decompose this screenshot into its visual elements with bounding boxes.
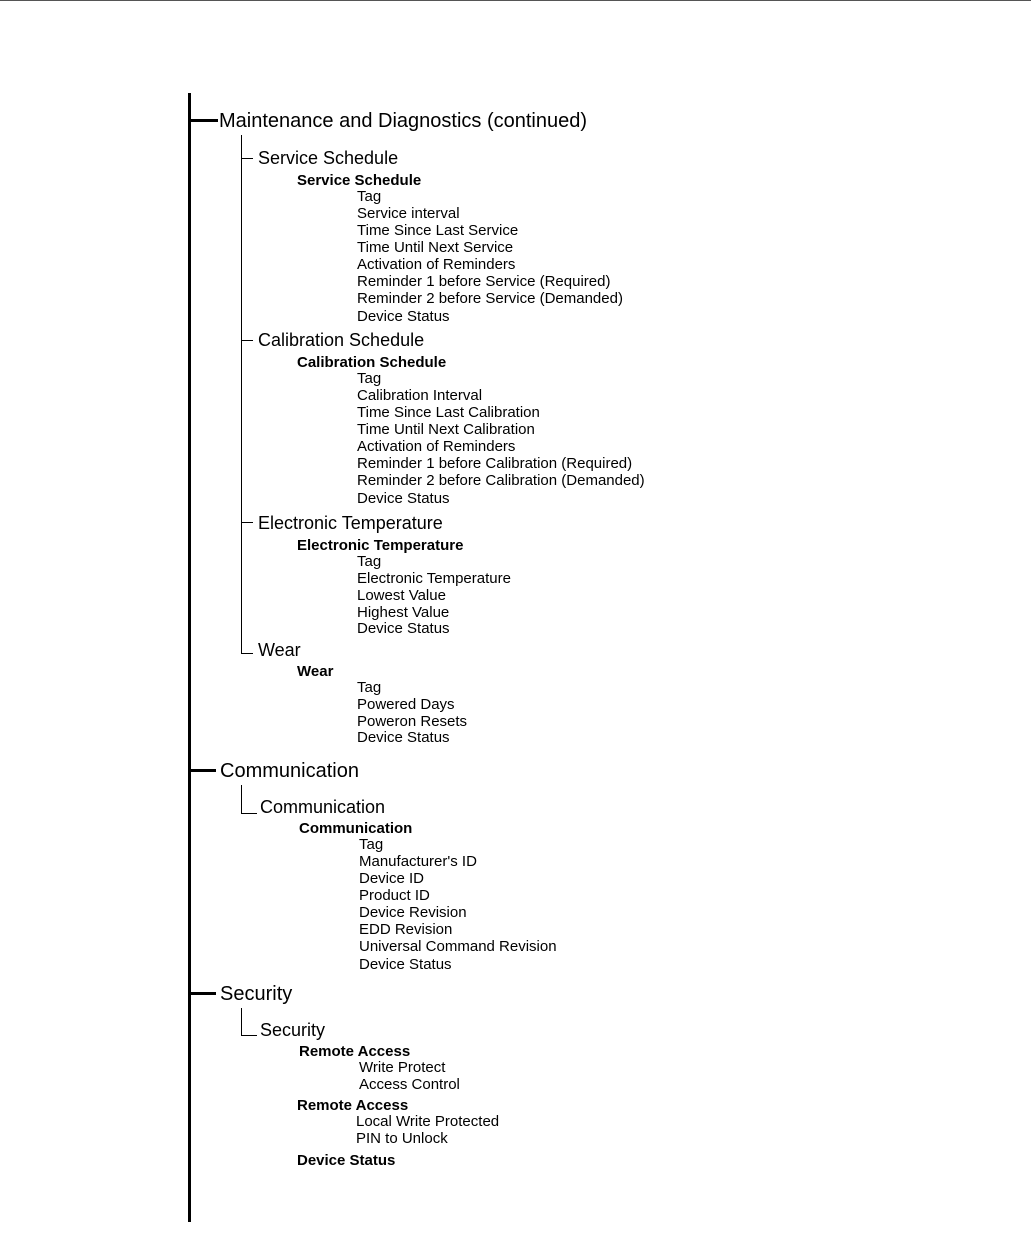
leaf-item: Universal Command Revision xyxy=(359,938,557,955)
leaf-item: Device Status xyxy=(359,956,452,973)
group-communication: Communication xyxy=(299,820,413,837)
leaf-item: Device Status xyxy=(357,620,450,637)
leaf-item: Tag xyxy=(357,188,382,205)
leaf-item: Reminder 1 before Calibration (Required) xyxy=(357,455,633,472)
leaf-item: Manufacturer's ID xyxy=(359,853,477,870)
leaf-item: Lowest Value xyxy=(357,587,446,604)
leaf-item: Poweron Resets xyxy=(357,713,468,730)
branch-connector xyxy=(241,813,257,814)
group-remote-access-local: Remote Access xyxy=(297,1097,409,1114)
node-service-schedule: Service Schedule xyxy=(258,148,399,168)
section-title-communication: Communication xyxy=(220,760,359,782)
branch-connector xyxy=(241,653,253,654)
section-title-maintenance: Maintenance and Diagnostics (continued) xyxy=(219,110,587,132)
leaf-item: Reminder 2 before Service (Demanded) xyxy=(357,290,623,307)
leaf-item: Device Revision xyxy=(359,904,467,921)
tree-trunk xyxy=(188,93,191,1222)
section-connector xyxy=(191,119,218,122)
subtree-line-security xyxy=(241,1008,242,1036)
leaf-item: Product ID xyxy=(359,887,430,904)
leaf-item: Device Status xyxy=(357,729,450,746)
leaf-item: Calibration Interval xyxy=(357,387,483,404)
section-connector xyxy=(191,992,216,995)
node-security: Security xyxy=(260,1020,326,1040)
leaf-item: Time Until Next Service xyxy=(357,239,514,256)
group-service-schedule: Service Schedule xyxy=(297,172,422,189)
group-wear: Wear xyxy=(297,663,334,680)
top-rule xyxy=(0,0,1031,1)
node-calibration-schedule: Calibration Schedule xyxy=(258,330,425,350)
leaf-item: PIN to Unlock xyxy=(356,1130,448,1147)
node-communication: Communication xyxy=(260,797,386,817)
leaf-item: Highest Value xyxy=(357,604,450,621)
leaf-item: Tag xyxy=(359,836,384,853)
branch-connector xyxy=(241,1035,257,1036)
branch-connector xyxy=(241,340,253,341)
leaf-item: Electronic Temperature xyxy=(357,570,511,587)
subtree-line-communication xyxy=(241,785,242,814)
leaf-item: Access Control xyxy=(359,1076,460,1093)
section-title-security: Security xyxy=(220,983,293,1005)
group-electronic-temperature: Electronic Temperature xyxy=(297,537,464,554)
branch-connector xyxy=(241,158,253,159)
node-electronic-temperature: Electronic Temperature xyxy=(258,513,443,533)
node-wear: Wear xyxy=(258,640,301,660)
group-device-status: Device Status xyxy=(297,1152,396,1169)
section-connector xyxy=(191,769,216,772)
leaf-item: Device Status xyxy=(357,308,450,325)
leaf-item: Time Since Last Calibration xyxy=(357,404,540,421)
leaf-item: Powered Days xyxy=(357,696,455,713)
leaf-item: Activation of Reminders xyxy=(357,438,516,455)
leaf-item: Activation of Reminders xyxy=(357,256,516,273)
leaf-item: Reminder 2 before Calibration (Demanded) xyxy=(357,472,645,489)
leaf-item: Reminder 1 before Service (Required) xyxy=(357,273,611,290)
leaf-item: Local Write Protected xyxy=(356,1113,500,1130)
group-calibration-schedule: Calibration Schedule xyxy=(297,354,447,371)
subtree-line-maintenance xyxy=(241,135,242,653)
leaf-item: Tag xyxy=(357,370,382,387)
leaf-item: Write Protect xyxy=(359,1059,446,1076)
leaf-item: Service interval xyxy=(357,205,460,222)
leaf-item: Tag xyxy=(357,553,382,570)
leaf-item: Device Status xyxy=(357,490,450,507)
leaf-item: Time Since Last Service xyxy=(357,222,519,239)
leaf-item: Device ID xyxy=(359,870,425,887)
branch-connector xyxy=(241,522,253,523)
group-remote-access: Remote Access xyxy=(299,1043,411,1060)
leaf-item: EDD Revision xyxy=(359,921,453,938)
leaf-item: Tag xyxy=(357,679,382,696)
leaf-item: Time Until Next Calibration xyxy=(357,421,535,438)
